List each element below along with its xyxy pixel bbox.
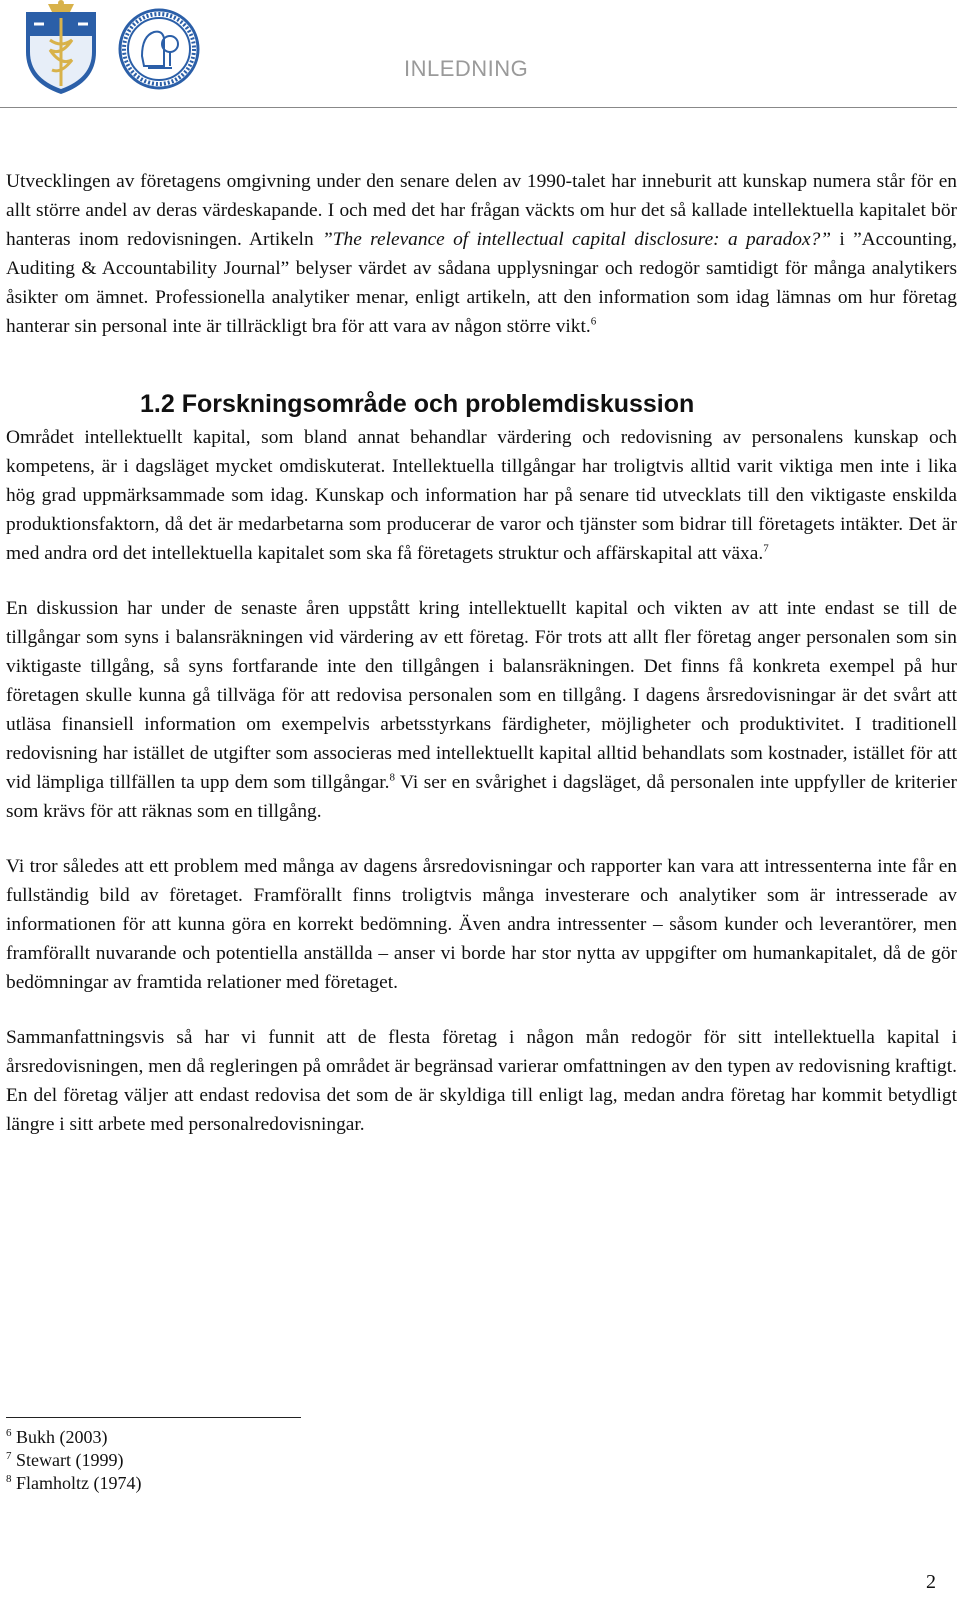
footnote-ref-8: 8 (389, 771, 395, 784)
section-heading: 1.2 Forskningsområde och problemdiskussion (140, 390, 695, 418)
paragraph-4: Vi tror således att ett problem med många av dagens årsredovisningar och rapporter kan vara att intressenterna inte får en fullständig bild av företaget. Framförallt finns troligtvis många investerare och analytiker som är intresserade av informationen för att kunna göra en korrekt bedömning. Även andra intressenter – såsom kunder och leverantörer, men framförallt nuvarande och potentiella anställda – anser vi borde har stor nytta av uppgifter om humankapitalet, då de gör bedömningar av framtida relationer med företaget. (6, 856, 957, 993)
paragraph-1 (6, 167, 957, 341)
university-crest-logo (20, 0, 102, 96)
paragraph-5: Sammanfattningsvis så har vi funnit att de flesta företag i någon mån redogör för sitt intellektuella kapital i årsredovisningen, men då regleringen på området är begränsad varierar omfattningen av den typen av redovisning kraftigt. En del företag väljer att endast redovisa det som de är skyldiga till enligt lag, medan andra företag har kommit betydligt längre i sitt arbete med personalredovisningar. (6, 1027, 957, 1135)
article-title: ”The relevance of intellectual capital disclosure: a paradox?” (321, 229, 832, 250)
paragraph-2-text: Området intellektuellt kapital, som bland annat behandlar värdering och redovisning av personalens kunskap och kompetens, är i dagsläget mycket omdiskuterat. Intellektuella tillgångar har troligtvis alltid varit viktiga men inte i lika hög grad uppmärksammade som idag. Kunskap och information har på senare tid utvecklats till den viktigaste enskilda produktionsfaktorn, då det är medarbetarna som producerar de varor och tjänster som bidrar till företagets intäkter. Det är med andra ord det intellektuella kapitalet som ska få företagets struktur och affärskapital att växa. (6, 427, 957, 564)
footnote-text: Flamholtz (1974) (16, 1473, 142, 1493)
school-seal-logo (118, 8, 200, 90)
footnote-item (6, 1449, 141, 1472)
footnote-number: 7 (6, 1450, 12, 1462)
page-number: 2 (926, 1571, 936, 1593)
header-divider (0, 107, 957, 108)
footnote-ref-7: 7 (763, 542, 769, 555)
paragraph-2 (6, 423, 957, 568)
footnote-text: Stewart (1999) (16, 1450, 124, 1470)
footnote-number: 8 (6, 1473, 12, 1485)
document-body (6, 167, 957, 1139)
paragraph-1-text-a: Utvecklingen av företagens omgivning under den senare delen av 1990-talet har inneburit att kunskap numera står för en allt större andel av deras värdeskapande. I och med det har frågan väckts om hur det så kallade intellektuella kapitalet bör hanteras inom redovisningen. Artikeln (6, 171, 957, 250)
footnotes (6, 1426, 141, 1495)
footnote-divider (6, 1417, 301, 1418)
footnote-ref-6: 6 (590, 315, 597, 328)
paragraph-3 (6, 594, 957, 826)
paragraph-1-text-b: i ”Accounting, Auditing & Accountability Journal” belyser värdet av sådana upplysningar och redogör samtidigt för många analytikers åsikter om ämnet. Professionella analytiker menar, enligt artikeln, att den information som idag lämnas om hur företag hanterar sin personal inte är tillräckligt bra för att vara av någon större vikt. (6, 229, 957, 337)
footnote-item (6, 1472, 141, 1495)
page-header (0, 0, 960, 110)
footnote-number: 6 (6, 1427, 12, 1439)
footnote-item (6, 1426, 141, 1449)
paragraph-3-text-a: En diskussion har under de senaste åren uppstått kring intellektuellt kapital och vikten av att inte endast se till de tillgångar som syns i balansräkningen vid värdering av ett företag. För trots att allt fler företag anger personalen som sin viktigaste tillgång, så syns fortfarande inte den tillgången i balansräkningen. Det finns få konkreta exempel på hur företagen skulle kunna gå tillväga för att redovisa personalen som en tillgång. I dagens årsredovisningar är det svårt att utläsa finansiell information om exempelvis arbetsstyrkans färdigheter, möjligheter och produktivitet. I traditionell redovisning har istället de utgifter som associeras med intellektuellt kapital alltid behandlats som kostnader, istället för att vid lämpliga tillfällen ta upp dem som tillgångar. (6, 598, 957, 793)
footnote-text: Bukh (2003) (16, 1427, 108, 1447)
header-title: INLEDNING (404, 56, 529, 81)
paragraph-3-text-b: Vi ser en svårighet i dagsläget, då personalen inte uppfyller de kriterier som krävs för att räknas som en tillgång. (6, 772, 958, 822)
